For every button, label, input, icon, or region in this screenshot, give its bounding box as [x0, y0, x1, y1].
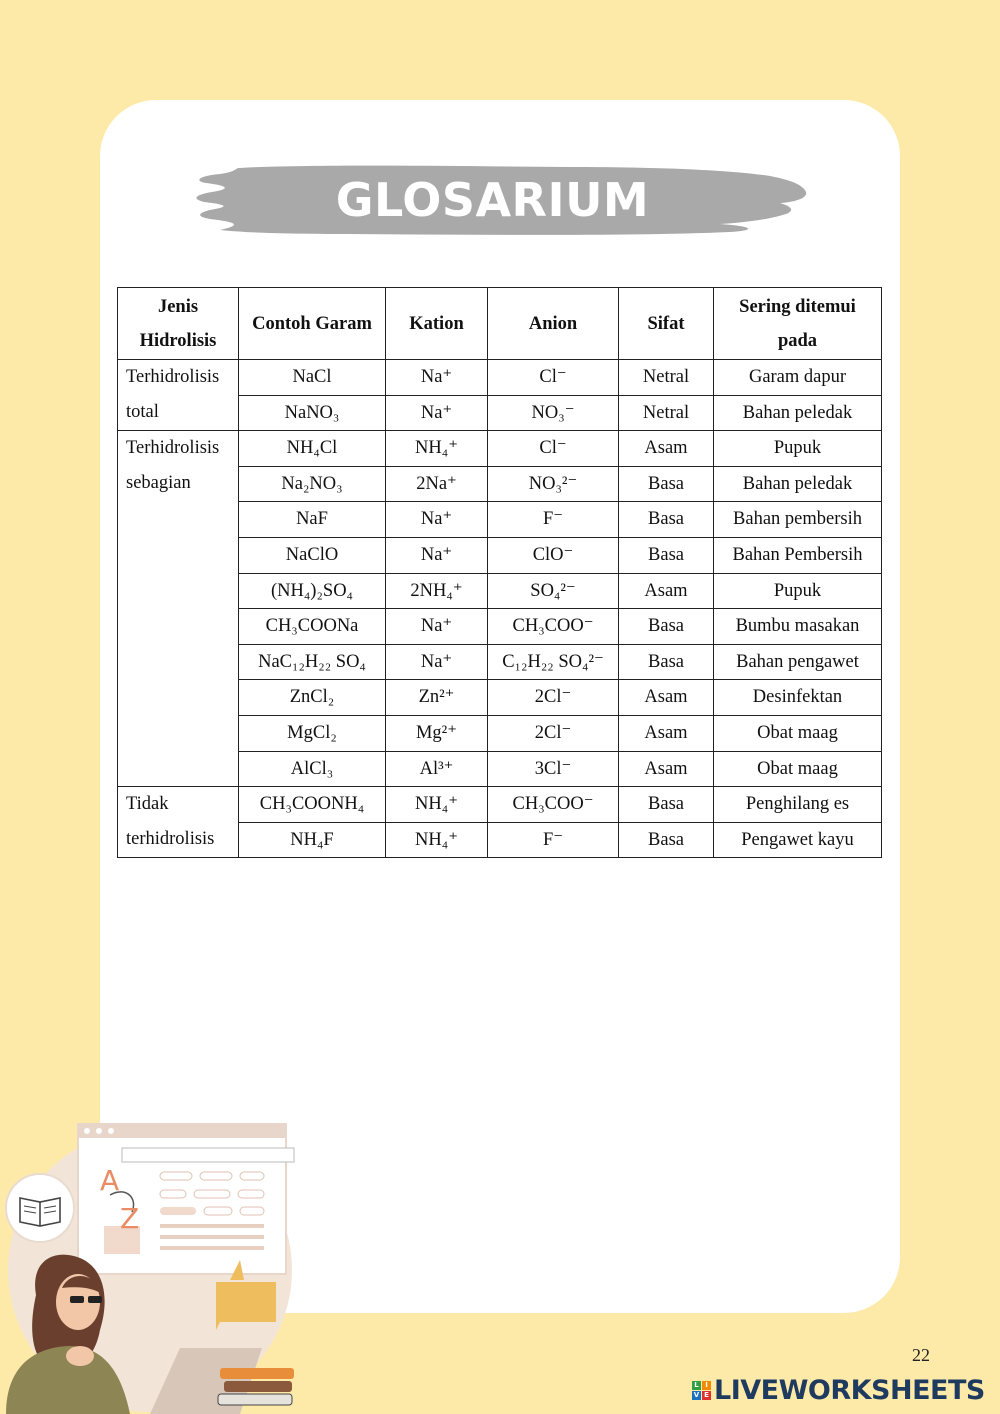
header-kation: Kation: [386, 288, 488, 360]
cell-kation: Na⁺: [386, 644, 488, 680]
header-contoh-garam: Contoh Garam: [239, 288, 386, 360]
cell-anion: C₁₂H₂₂ SO₄²⁻: [488, 644, 619, 680]
cell-garam: NH₄Cl: [239, 431, 386, 467]
table-row: [118, 431, 882, 467]
cell-pada: Bahan peledak: [714, 466, 882, 502]
cell-garam: CH₃COONH₄: [239, 787, 386, 823]
glossary-table: [117, 287, 882, 858]
cell-anion: 2Cl⁻: [488, 680, 619, 716]
cell-sifat: Basa: [619, 537, 714, 573]
table-header-row: [118, 288, 882, 360]
cell-kation: NH₄⁺: [386, 822, 488, 858]
group-label: Terhidrolisis total: [118, 360, 239, 431]
title-banner: [190, 162, 810, 238]
cell-pada: Pengawet kayu: [714, 822, 882, 858]
letter-z: Z: [120, 1202, 140, 1235]
cell-anion: F⁻: [488, 502, 619, 538]
cell-sifat: Asam: [619, 573, 714, 609]
browser-window-graphic: [78, 1124, 294, 1274]
cell-garam: (NH₄)₂SO₄: [239, 573, 386, 609]
logo-badge-letter: I: [702, 1381, 711, 1390]
cell-pada: Bahan pembersih: [714, 502, 882, 538]
cell-kation: Na⁺: [386, 502, 488, 538]
cell-anion: CH₃COO⁻: [488, 609, 619, 645]
header-jenis-hidrolisis: Jenis Hidrolisis: [118, 288, 239, 360]
cell-kation: Al³⁺: [386, 751, 488, 787]
cell-kation: Na⁺: [386, 360, 488, 396]
student-illustration: [0, 1120, 300, 1414]
cell-anion: ClO⁻: [488, 537, 619, 573]
cell-sifat: Asam: [619, 751, 714, 787]
cell-kation: Mg²⁺: [386, 715, 488, 751]
cell-kation: 2NH₄⁺: [386, 573, 488, 609]
logo-badge-letter: L: [692, 1381, 701, 1390]
page-number: 22: [912, 1345, 930, 1365]
table-row: [118, 360, 882, 396]
cell-kation: NH₄⁺: [386, 787, 488, 823]
cell-kation: Na⁺: [386, 395, 488, 431]
cell-sifat: Basa: [619, 644, 714, 680]
cell-pada: Bumbu masakan: [714, 609, 882, 645]
logo-badge-letter: V: [693, 1390, 700, 1399]
cell-anion: CH₃COO⁻: [488, 787, 619, 823]
page-title: GLOSARIUM: [335, 173, 650, 227]
cell-anion: NO₃²⁻: [488, 466, 619, 502]
cell-pada: Obat maag: [714, 751, 882, 787]
cell-sifat: Basa: [619, 466, 714, 502]
cell-anion: NO₃⁻: [488, 395, 619, 431]
cell-sifat: Basa: [619, 502, 714, 538]
cell-sifat: Netral: [619, 395, 714, 431]
cell-pada: Bahan pengawet: [714, 644, 882, 680]
cell-kation: Zn²⁺: [386, 680, 488, 716]
cell-sifat: Asam: [619, 715, 714, 751]
cell-kation: 2Na⁺: [386, 466, 488, 502]
cell-garam: Na₂NO₃: [239, 466, 386, 502]
cell-garam: CH₃COONa: [239, 609, 386, 645]
cell-kation: Na⁺: [386, 609, 488, 645]
group-label: Tidak terhidrolisis: [118, 787, 239, 858]
cell-pada: Obat maag: [714, 715, 882, 751]
cell-pada: Garam dapur: [714, 360, 882, 396]
liveworksheets-wordmark: LIVEWORKSHEETS: [714, 1374, 985, 1406]
cell-sifat: Netral: [619, 360, 714, 396]
cell-sifat: Asam: [619, 431, 714, 467]
cell-garam: ZnCl₂: [239, 680, 386, 716]
cell-anion: Cl⁻: [488, 360, 619, 396]
cell-kation: NH₄⁺: [386, 431, 488, 467]
cell-sifat: Basa: [619, 787, 714, 823]
cell-anion: 3Cl⁻: [488, 751, 619, 787]
cell-sifat: Basa: [619, 822, 714, 858]
header-sifat: Sifat: [619, 288, 714, 360]
header-anion: Anion: [488, 288, 619, 360]
cell-pada: Pupuk: [714, 431, 882, 467]
cell-garam: NaCl: [239, 360, 386, 396]
cell-sifat: Asam: [619, 680, 714, 716]
cell-garam: NaNO₃: [239, 395, 386, 431]
liveworksheets-mark-icon: [692, 1381, 711, 1400]
cell-pada: Desinfektan: [714, 680, 882, 716]
cell-anion: F⁻: [488, 822, 619, 858]
cell-garam: NaF: [239, 502, 386, 538]
cell-kation: Na⁺: [386, 537, 488, 573]
letter-a: A: [100, 1164, 120, 1197]
book-stack-graphic: [218, 1368, 294, 1405]
logo-badge-letter: E: [702, 1391, 711, 1400]
liveworksheets-logo[interactable]: [692, 1373, 985, 1407]
cell-anion: Cl⁻: [488, 431, 619, 467]
cell-garam: NaClO: [239, 537, 386, 573]
header-sering-ditemui: Sering ditemui pada: [714, 288, 882, 360]
cell-pada: Bahan Pembersih: [714, 537, 882, 573]
cell-anion: 2Cl⁻: [488, 715, 619, 751]
cell-garam: AlCl₃: [239, 751, 386, 787]
cell-anion: SO₄²⁻: [488, 573, 619, 609]
cell-garam: NH₄F: [239, 822, 386, 858]
cell-garam: NaC₁₂H₂₂ SO₄: [239, 644, 386, 680]
cell-pada: Penghilang es: [714, 787, 882, 823]
group-label: Terhidrolisis sebagian: [118, 431, 239, 787]
cell-sifat: Basa: [619, 609, 714, 645]
cell-pada: Pupuk: [714, 573, 882, 609]
table-row: [118, 787, 882, 823]
cell-garam: MgCl₂: [239, 715, 386, 751]
cell-pada: Bahan peledak: [714, 395, 882, 431]
